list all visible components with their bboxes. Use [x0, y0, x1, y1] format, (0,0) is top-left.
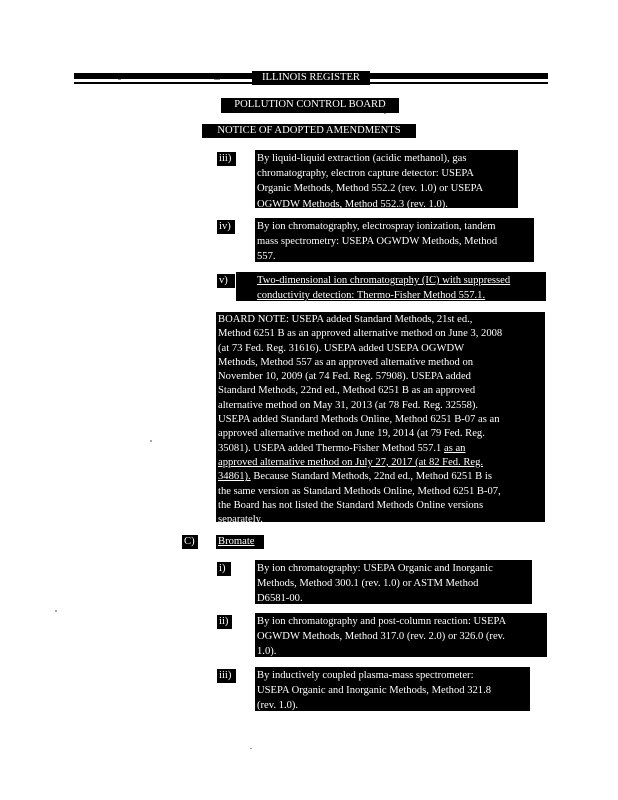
scan-speck	[55, 610, 57, 612]
board-note-text-end: Because Standard Methods, 22nd ed., Method 6251 B is the same version as Standard Methods Online, Method 6251 B-07, the Board has not listed the Standard Methods Online versions separately.	[218, 471, 501, 526]
board-note-underlined: as an approved alternative method on July 27, 2017 (at 82 Fed. Reg. 34861).	[218, 442, 484, 483]
section-label: C)	[182, 535, 198, 549]
item-text: By inductively coupled plasma-mass spectrometer: USEPA Organic and Inorganic Methods, Method 321.8 (rev. 1.0).	[255, 667, 530, 711]
notice-heading: NOTICE OF ADOPTED AMENDMENTS	[202, 124, 416, 138]
scan-speck	[384, 113, 386, 114]
scan-speck	[214, 79, 220, 80]
item-label: ii)	[217, 615, 232, 629]
item-label: v)	[217, 274, 235, 288]
scan-speck	[150, 440, 152, 442]
section-heading: Bromate	[216, 535, 264, 549]
scan-speck	[118, 79, 121, 80]
board-note-text: BOARD NOTE: USEPA added Standard Methods, 21st ed., Method 6251 B as an approved alternative method on June 3, 2008 (at 73 Fed. Reg. 31616). USEPA added USEPA OGWDW Methods, Method 557 as an approved alternative method on November 10, 2009 (at 74 Fed. Reg. 57908). USEPA added Standard Methods, 22nd ed., Method 6251 B as an approved alternative method on May 31, 2013 (at 78 Fed. Reg. 32558). USEPA added Standard Methods Online, Method 6251 B-07 as an approved alternative method on June 19, 2014 (at 79 Fed. Reg. 35081). USEPA added Thermo-Fisher Method 557.1	[218, 314, 503, 454]
item-label: iii)	[217, 669, 236, 683]
item-text: Two-dimensional ion chromatography (IC) with suppressed conductivity detection: Thermo-Fisher Method 557.1.	[236, 272, 546, 301]
item-text: By ion chromatography and post-column reaction: USEPA OGWDW Methods, Method 317.0 (rev. 2.0) or 326.0 (rev. 1.0).	[255, 613, 547, 657]
item-text: By ion chromatography: USEPA Organic and Inorganic Methods, Method 300.1 (rev. 1.0) or ASTM Method D6581-00.	[255, 560, 532, 604]
register-title: ILLINOIS REGISTER	[252, 71, 370, 85]
board-note	[216, 312, 545, 526]
item-text: By liquid-liquid extraction (acidic methanol), gas chromatography, electron capture detector: USEPA Organic Methods, Method 552.2 (rev. 1.0) or USEPA OGWDW Methods, Method 552.3 (rev. 1.0).	[255, 150, 518, 208]
item-label: iii)	[217, 152, 236, 166]
item-label: iv)	[217, 220, 235, 234]
scan-speck	[250, 748, 252, 749]
item-label: i)	[217, 562, 231, 576]
agency-heading: POLLUTION CONTROL BOARD	[221, 98, 399, 113]
item-text: By ion chromatography, electrospray ionization, tandem mass spectrometry: USEPA OGWDW Methods, Method 557.	[255, 218, 534, 262]
